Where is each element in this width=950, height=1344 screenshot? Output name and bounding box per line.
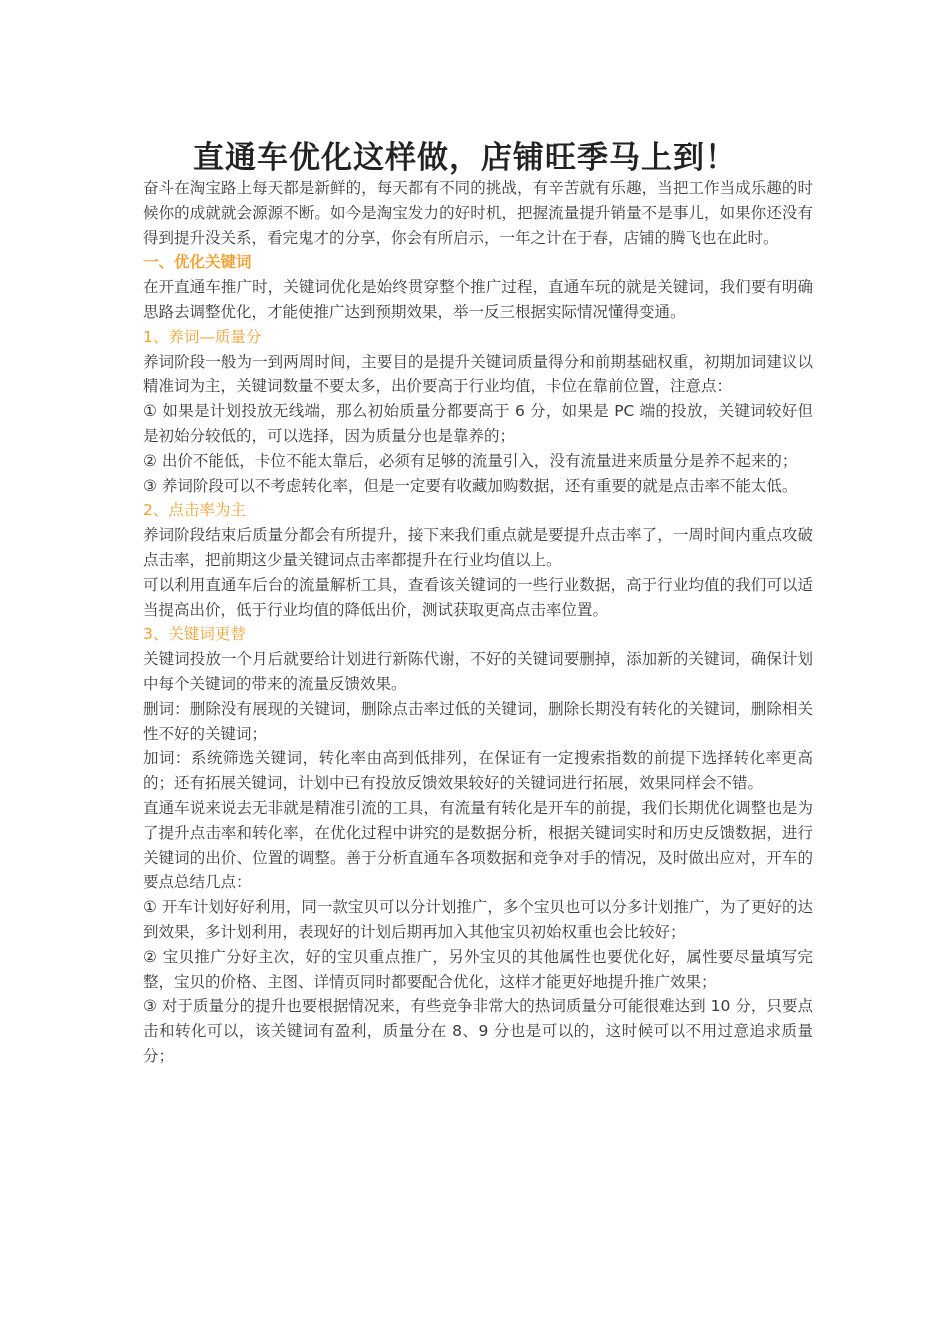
body-paragraph: 养词阶段一般为一到两周时间，主要目的是提升关键词质量得分和前期基础权重，初期加词建议以精准词为主，关键词数量不要太多，出价要高于行业均值，卡位在靠前位置，注意点：: [143, 352, 813, 396]
subsection-heading: 3、关键词更替: [143, 625, 246, 644]
body-paragraph: 直通车说来说去无非就是精准引流的工具，有流量有转化是开车的前提，我们长期优化调整也是为了提升点击率和转化率，在优化过程中讲究的是数据分析，根据关键词实时和历史反馈数据，进行关键词的出价、位置的调整。善于分析直通车各项数据和竞争对手的情况，及时做出应对，开车的要点总结几点：: [143, 798, 813, 892]
body-paragraph: ① 开车计划好好利用，同一款宝贝可以分计划推广，多个宝贝也可以分多计划推广，为了更好的达到效果，多计划利用，表现好的计划后期再加入其他宝贝初始权重也会比较好；: [143, 898, 813, 941]
subsection-heading: 1、养词—质量分: [143, 327, 262, 346]
section-heading: 一、优化关键词: [143, 253, 252, 272]
body-paragraph: ② 出价不能低，卡位不能太靠后，必须有足够的流量引入，没有流量进来质量分是养不起来的；: [143, 451, 798, 470]
body-paragraph: 关键词投放一个月后就要给计划进行新陈代谢，不好的关键词要删掉，添加新的关键词，确保计划中每个关键词的带来的流量反馈效果。: [143, 650, 813, 693]
body-paragraph: 奋斗在淘宝路上每天都是新鲜的，每天都有不同的挑战，有辛苦就有乐趣，当把工作当成乐趣的时候你的成就就会源源不断。如今是淘宝发力的好时机，把握流量提升销量不是事儿，如果你还没有得到提升没关系，看完鬼才的分享，你会有所启示，一年之计在于春，店铺的腾飞也在此时。: [143, 179, 813, 247]
body-paragraph: 养词阶段结束后质量分都会有所提升，接下来我们重点就是要提升点击率了，一周时间内重点攻破点击率，把前期这少量关键词点击率都提升在行业均值以上。: [143, 526, 813, 569]
document-title: 直通车优化这样做，店铺旺季马上到！: [193, 140, 737, 176]
body-paragraph: ① 如果是计划投放无线端，那么初始质量分都要高于 6 分，如果是 PC 端的投放，关键词较好但是初始分较低的，可以选择，因为质量分也是靠养的；: [143, 402, 813, 445]
subsection-heading: 2、点击率为主: [143, 501, 246, 520]
body-paragraph: 删词：删除没有展现的关键词，删除点击率过低的关键词，删除长期没有转化的关键词，删除相关性不好的关键词；: [143, 699, 813, 743]
body-paragraph: 可以利用直通车后台的流量解析工具，查看该关键词的一些行业数据，高于行业均值的我们可以适当提高出价，低于行业均值的降低出价，测试获取更高点击率位置。: [143, 575, 813, 619]
body-paragraph: ② 宝贝推广分好主次，好的宝贝重点推广，另外宝贝的其他属性也要优化好，属性要尽量填写完整，宝贝的价格、主图、详情页同时都要配合优化，这样才能更好地提升推广效果；: [143, 947, 813, 991]
body-paragraph: 加词：系统筛选关键词，转化率由高到低排列，在保证有一定搜索指数的前提下选择转化率更高的；还有拓展关键词，计划中已有投放反馈效果较好的关键词进行拓展，效果同样会不错。: [143, 749, 813, 793]
body-paragraph: ③ 养词阶段可以不考虑转化率，但是一定要有收藏加购数据，还有重要的就是点击率不能太低。: [143, 476, 798, 495]
document-body: [143, 176, 813, 1069]
body-paragraph: ③ 对于质量分的提升也要根据情况来，有些竞争非常大的热词质量分可能很难达到 10 分，只要点击和转化可以，该关键词有盈利，质量分在 8、9 分也是可以的，这时候可以不用过意追求质量分；: [143, 997, 813, 1065]
body-paragraph: 在开直通车推广时，关键词优化是始终贯穿整个推广过程，直通车玩的就是关键词，我们要有明确思路去调整优化，才能使推广达到预期效果，举一反三根据实际情况懂得变通。: [143, 278, 813, 321]
